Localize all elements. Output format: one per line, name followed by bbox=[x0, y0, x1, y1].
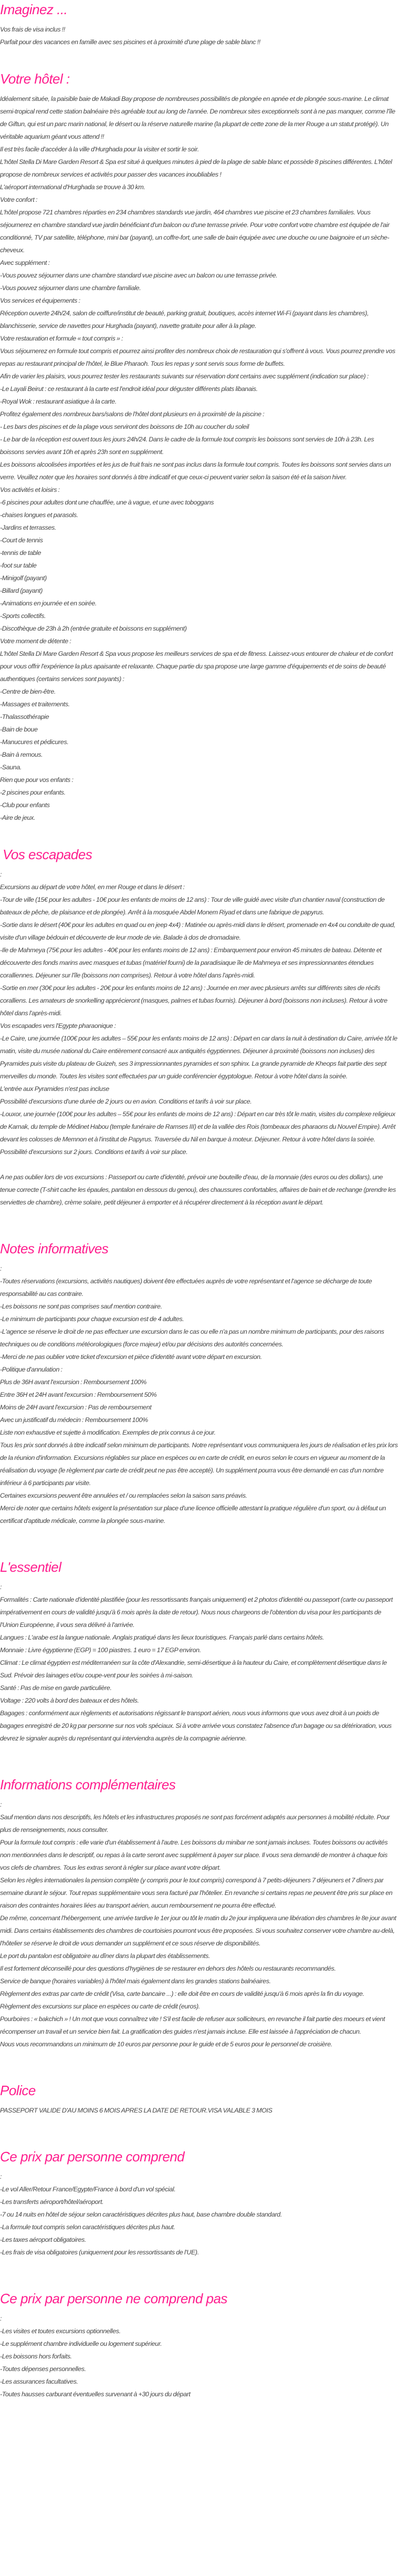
text-line: Vos services et équipements : bbox=[0, 297, 80, 304]
section-complementaires bbox=[0, 1775, 398, 2051]
text-line: Pourboires : « bakchich » ! Un mot que vous connaîtrez vite ! S'il est facile de refuser aux solliciteurs, en revanche il fait partie des moeurs et vient récompenser un travail et un service bien fait. La gratification des guides n'est jamais incluse. Elle est laissée à l'appréciation de chacun. bbox=[0, 2015, 385, 2035]
text-line: Certaines excursions peuvent être annulées et / ou remplacées selon la saison sans préavis. bbox=[0, 1492, 247, 1499]
text-line: -Club pour enfants bbox=[0, 801, 50, 809]
text-line: -Les frais de visa obligatoires (uniquement pour les ressortissants de l'UE). bbox=[0, 2249, 199, 2256]
spacer bbox=[0, 2259, 398, 2289]
text-line: L'hôtel Stella Di Mare Garden Resort & Spa vous propose les meilleurs services de spa et de fitness. Laissez-vous entourer de chaleur et de confort pour vous offrir l'expérience la plus apaisante et relaxante. Chaque partie du spa propose une large gamme d'équipements et de soins de beauté authentiques (certains services sont payants) : bbox=[0, 650, 393, 683]
section-title-notes: Notes informatives bbox=[0, 1241, 109, 1256]
text-line: Avec supplément : bbox=[0, 259, 50, 266]
text-line: Vous séjournerez en formule tout compris et pourrez ainsi profiter des nombreux choix de restauration qui s'offrent à vous. Vous pourrez prendre vos repas au restaurant principal de l'hôtel, le Blue Pharaoh. Tous les repas y sont servis sous forme de buffets. bbox=[0, 347, 395, 367]
notes-text bbox=[0, 1262, 398, 1527]
section-title-hotel: Votre hôtel : bbox=[0, 71, 70, 87]
text-line: Plus de 36H avant l'excursion : Remboursement 100% bbox=[0, 1378, 146, 1386]
text-line: : bbox=[0, 1583, 2, 1591]
section-police bbox=[0, 2081, 398, 2117]
text-line: Votre moment de détente : bbox=[0, 637, 71, 645]
text-line: -Vous pouvez séjourner dans une chambre standard vue piscine avec un balcon ou une terrasse privée. bbox=[0, 272, 278, 279]
text-line: : bbox=[0, 2173, 2, 2180]
text-line: -Les taxes aéroport obligatoires. bbox=[0, 2236, 86, 2243]
text-line: -Sauna. bbox=[0, 764, 22, 771]
section-hotel bbox=[0, 69, 398, 824]
text-line: - Le bar de la réception est ouvert tous les jours 24h/24. Dans le cadre de la formule tout compris les boissons sont servies de 10h à 23h. Les boissons servies avant 10h et après 23h sont en supplément. bbox=[0, 436, 374, 456]
section-title-prix-ne-comprend-pas: Ce prix par personne ne comprend pas bbox=[0, 2291, 227, 2306]
text-line: Vos activités et loisirs : bbox=[0, 486, 60, 493]
text-line: L'aéroport international d'Hurghada se trouve à 30 km. bbox=[0, 183, 145, 191]
section-title-escapades: Vos escapades bbox=[3, 847, 92, 862]
text-line: -Centre de bien-être. bbox=[0, 688, 56, 695]
spacer bbox=[0, 2051, 398, 2081]
text-line: Possibilité d'excursions d'une durée de 2 jours ou en avion. Conditions et tarifs à voir sur place. bbox=[0, 1098, 252, 1105]
text-line: Il est fortement déconseillé pour des questions d'hygiènes de se restaurer en dehors des hôtels ou restaurants recommandés. bbox=[0, 1965, 336, 1972]
text-line: -Court de tennis bbox=[0, 537, 43, 544]
spacer bbox=[0, 1158, 398, 1171]
text-line: -Jardins et terrasses. bbox=[0, 524, 56, 531]
text-line: Nous vous recommandons un minimum de 10 euros par personne pour le guide et de 5 euros pour le personnel de croisière. bbox=[0, 2041, 332, 2048]
text-line: Santé : Pas de mise en garde particulière. bbox=[0, 1684, 112, 1692]
section-title-essentiel: L'essentiel bbox=[0, 1559, 61, 1575]
text-line: Monnaie : Livre égyptienne (EGP) = 100 piastres. 1 euro = 17 EGP environ. bbox=[0, 1646, 201, 1654]
text-line: -Discothèque de 23h à 2h (entrée gratuite et boissons en supplément) bbox=[0, 625, 187, 632]
text-line: -Les visites et toutes excursions optionnelles. bbox=[0, 2327, 121, 2335]
text-line: -Tour de ville (15€ pour les adultes - 10€ pour les enfants de moins de 12 ans) : Tour de ville guidé avec visite d'un chantier naval (construction de bateaux de pêche, de plaisance et de plongée). Arrêt à la mosquée Abdel Monem Riyad et dans une fabrique de papyrus. bbox=[0, 896, 385, 916]
text-line: -Sports collectifs. bbox=[0, 612, 46, 620]
text-line: -Sortie en mer (30€ pour les adultes - 20€ pour les enfants moins de 12 ans) : Journée en mer avec plusieurs arrêts sur différents sites de récifs coralliens. Les amateurs de snorkelling apprécieront (masques, palmes et tubas fournis). Déjeuner à bord (boissons non incluses). Retour à votre hôtel dans l'après-midi. bbox=[0, 984, 387, 1017]
text-line: Excursions au départ de votre hôtel, en mer Rouge et dans le désert : bbox=[0, 883, 185, 891]
text-line: -Vous pouvez séjourner dans une chambre familiale. bbox=[0, 284, 141, 292]
text-line: Entre 36H et 24H avant l'excursion : Remboursement 50% bbox=[0, 1391, 157, 1398]
text-line: -Minigolf (payant) bbox=[0, 574, 47, 582]
text-line: Selon les règles internationales la pension complète (y compris pour le tout compris) correspond à 7 petits-déjeuners 7 déjeuners et 7 dîners par semaine durant le séjour. Tout repas supplémentaire vous sera facturé par l'hôtelier. En revanche si certains repas ne peuvent être pris sur place en raison des contraintes horaires liées au transport aérien, aucun remboursement ne pourra être effectué. bbox=[0, 1877, 393, 1909]
text-line: Le port du pantalon est obligatoire au dîner dans la plupart des établissements. bbox=[0, 1952, 210, 1960]
escapades-reminder: A ne pas oublier lors de vos excursions : Passeport ou carte d'identité, prévoir une bouteille d'eau, de la monnaie (des euros ou des dollars), une tenue correcte (T-shirt cache les épaules, pantalon en dessous du genou), des chaussures confortables, affaires de bain et de rechange (prendre les serviettes de chambre), crème solaire, petit déjeuner à emporter et à récupérer directement à la réception avant le départ. bbox=[0, 1173, 396, 1206]
escapades-text bbox=[0, 868, 398, 1158]
text-line: -Les boissons hors forfaits. bbox=[0, 2353, 72, 2360]
text-line: -Royal Wok : restaurant asiatique à la carte. bbox=[0, 398, 117, 405]
section-prix-comprend bbox=[0, 2147, 398, 2259]
section-title-imaginez: Imaginez ... bbox=[0, 2, 68, 17]
text-line: L'hôtel propose 721 chambres réparties en 234 chambres standards vue jardin, 464 chambres vue piscine et 23 chambres familiales. Vous séjournerez en chambre standard vue jardin bénéficiant d'un balcon ou d'une terrasse privée. Pour votre confort votre chambre est équipée de l'air conditionné, TV par satellite, téléphone, mini bar (payant), un coffre-fort, une salle de bain équipée avec une douche ou une baignoire et un sèche-cheveux. bbox=[0, 209, 390, 254]
police-text bbox=[0, 2104, 398, 2117]
text-line: -La formule tout compris selon caractéristiques décrites plus haut. bbox=[0, 2223, 175, 2231]
text-line: - Les bars des piscines et de la plage vous serviront des boissons de 10h au coucher du soleil bbox=[0, 423, 249, 430]
text-line: -Animations en journée et en soirée. bbox=[0, 600, 97, 607]
section-escapades bbox=[0, 845, 398, 1209]
text-line: -Toutes hausses carburant éventuelles survenant à +30 jours du départ bbox=[0, 2390, 191, 2398]
text-line: Rien que pour vos enfants : bbox=[0, 776, 74, 784]
text-line: -Toutes dépenses personnelles. bbox=[0, 2365, 86, 2373]
text-line: Pour la formule tout compris : elle varie d'un établissement à l'autre. Les boissons du minibar ne sont jamais incluses. Toutes boissons ou activités non mentionnées dans le descriptif, ou repas à la carte seront avec supplément à payer sur place. Il vous sera demandé de montrer à chaque fois vos clefs de chambres. Tous les extras seront à régler sur place avant votre départ. bbox=[0, 1839, 388, 1871]
text-line: Idéalement située, la paisible baie de Makadi Bay propose de nombreuses possibilités de plongée en apnée et de plongée sous-marine. Le climat semi-tropical rend cette station balnéaire très agréable tout au long de l'année. De nombreux sites exceptionnels sont à ne pas manquer, comme l'île de Giftun, qui est un parc marin national, le désert ou la réserve naturelle marine (la plupart de cette zone de la mer Rouge a un statut protégé). Un véritable aquarium géant vous attend !! bbox=[0, 95, 395, 140]
text-line: : bbox=[0, 2315, 2, 2322]
text-line: Service de banque (horaires variables) à l'hôtel mais également dans les grandes stations balnéaires. bbox=[0, 1977, 271, 1985]
text-line: Moins de 24H avant l'excursion : Pas de remboursement bbox=[0, 1404, 152, 1411]
imaginez-text bbox=[0, 23, 398, 48]
spacer bbox=[0, 1209, 398, 1239]
section-essentiel bbox=[0, 1558, 398, 1745]
text-line: Sauf mention dans nos descriptifs, les hôtels et les infrastructures proposés ne sont pas forcément adaptés aux personnes à mobilité réduite. Pour plus de renseignements, nous consulter. bbox=[0, 1813, 390, 1833]
text-line: -Les assurances facultatives. bbox=[0, 2378, 78, 2385]
text-line: -foot sur table bbox=[0, 562, 37, 569]
text-line: Avec un justificatif du médecin : Remboursement 100% bbox=[0, 1416, 148, 1424]
section-prix-ne-comprend-pas bbox=[0, 2289, 398, 2400]
text-line: -Les boissons ne sont pas comprises sauf mention contraire. bbox=[0, 1303, 162, 1310]
text-line: -Manucures et pédicures. bbox=[0, 738, 69, 746]
text-line: Possibilité d'excursions sur 2 jours. Conditions et tarifs à voir sur place. bbox=[0, 1148, 188, 1156]
text-line: Merci de noter que certains hôtels exigent la présentation sur place d'une licence officielle attestant la pratique régulière d'un sport, ou à défaut un certificat d'aptitude médicale, comme la plongée sous-marine. bbox=[0, 1505, 386, 1524]
text-line: -Louxor, une journée (100€ pour les adultes – 55€ pour les enfants de moins de 12 ans) : Départ en car très tôt le matin, visites du complexe religieux de Karnak, du temple de Médinet Habou (temple funéraire de Ramses III) et de la vallée des Rois (tombeaux des pharaons du Nouvel Empire). Arrêt devant les colosses de Memnon et à l'institut de Papyrus. Traversée du Nil en barque à moteur. Déjeuner. Retour à votre hôtel dans la soirée. bbox=[0, 1110, 395, 1143]
text-line: -Bain à remous. bbox=[0, 751, 43, 758]
text-line: Règlement des excursions sur place en espèces ou carte de crédit (euros). bbox=[0, 2003, 200, 2010]
text-line: -Massages et traitements. bbox=[0, 700, 70, 708]
section-title-prix-comprend: Ce prix par personne comprend bbox=[0, 2149, 185, 2165]
text-line: Afin de varier les plaisirs, vous pourrez tester les restaurants suivants sur réservation dont certains avec supplément (indication sur place) : bbox=[0, 373, 369, 380]
section-title-police: Police bbox=[0, 2083, 36, 2098]
text-line: PASSEPORT VALIDE D'AU MOINS 6 MOIS APRES LA DATE DE RETOUR.VISA VALABLE 3 MOIS bbox=[0, 2107, 273, 2114]
text-line: -Thalassothérapie bbox=[0, 713, 49, 720]
text-line: -L'agence se réserve le droit de ne pas effectuer une excursion dans le cas ou elle n'a pas un nombre minimum de participants, pour des raisons techniques ou de conditions météorologiques (force majeur) et/ou par décisions des autorités concernées. bbox=[0, 1328, 384, 1348]
spacer bbox=[0, 1745, 398, 1775]
text-line: L'entrée aux Pyramides n'est pas incluse bbox=[0, 1085, 109, 1093]
text-line: Liste non exhaustive et sujette à modification. Exemples de prix connus à ce jour. bbox=[0, 1429, 216, 1436]
text-line: -Sortie dans le désert (40€ pour les adultes en quad ou en jeep 4x4) : Matinée ou après-midi dans le désert, promenade en 4x4 ou conduite de quad, visite d'un village bédouin et découverte de leur mode de vie. Balade à dos de dromadaire. bbox=[0, 921, 396, 941]
text-line: -Les transferts aéroport/hôtel/aéroport. bbox=[0, 2198, 104, 2206]
text-line: Vos frais de visa inclus !! bbox=[0, 26, 65, 33]
spacer bbox=[0, 824, 398, 845]
text-line: -Aire de jeux. bbox=[0, 814, 36, 821]
text-line: Bagages : conformément aux règlements et autorisations régissant le transport aérien, nous vous informons que vous avez droit à un poids de bagages enregistré de 20 kg par personne sur nos vols spéciaux. Si à votre arrivée vous constatez l'absence d'un bagage ou sa détérioration, vous devrez le signaler auprès du représentant qui interviendra auprès de la compagnie aérienne. bbox=[0, 1709, 392, 1742]
spacer bbox=[0, 2117, 398, 2147]
text-line: -Le vol Aller/Retour France/Egypte/France à bord d'un vol spécial. bbox=[0, 2186, 176, 2193]
hotel-text bbox=[0, 92, 398, 824]
text-line: Réception ouverte 24h/24, salon de coiffure/institut de beauté, parking gratuit, boutiques, accès internet Wi-Fi (payant dans les chambres), blanchisserie, service de navettes pour Hurghada (payant), navette gratuite pour aller à la plage. bbox=[0, 310, 369, 329]
text-line: -Toutes réservations (excursions, activités nautiques) doivent être effectuées auprès de votre représentant et l'agence se décharge de toute responsabilité au cas contraire. bbox=[0, 1277, 372, 1297]
text-line: Voltage : 220 volts à bord des bateaux et des hôtels. bbox=[0, 1697, 139, 1704]
text-line: -Politique d'annulation : bbox=[0, 1366, 62, 1373]
section-title-complementaires: Informations complémentaires bbox=[0, 1777, 176, 1792]
section-imaginez bbox=[0, 0, 398, 48]
text-line: : bbox=[0, 1265, 2, 1272]
text-line: -Le Layali Beirut : ce restaurant à la carte est l'endroit idéal pour déguster différents plats libanais. bbox=[0, 385, 258, 393]
text-line: -Le minimum de participants pour chaque excursion est de 4 adultes. bbox=[0, 1315, 184, 1323]
spacer bbox=[0, 1527, 398, 1558]
text-line: Règlement des extras par carte de crédit (Visa, carte bancaire ...) : elle doit être en cours de validité jusqu'à 6 mois après la fin du voyage. bbox=[0, 1990, 364, 1997]
essentiel-text bbox=[0, 1581, 398, 1745]
text-line: Votre restauration et formule « tout compris » : bbox=[0, 335, 123, 342]
text-line: Climat : Le climat égyptien est méditerranéen sur la côte d'Alexandrie, semi-désertique à la hauteur du Caire, et complètement désertique dans le Sud. Prévoir des lainages et/ou coupe-vent pour les soirées à mi-saison. bbox=[0, 1659, 387, 1679]
prix-comprend-list bbox=[0, 2170, 398, 2259]
text-line: Vos escapades vers l'Egypte pharaonique : bbox=[0, 1022, 116, 1029]
text-line: Votre confort : bbox=[0, 196, 38, 203]
text-line: -Bain de boue bbox=[0, 726, 38, 733]
text-line: -Le supplément chambre individuelle ou logement supérieur. bbox=[0, 2340, 162, 2347]
text-line: -6 piscines pour adultes dont une chauffée, une à vague, et une avec toboggans bbox=[0, 499, 214, 506]
text-line: -2 piscines pour enfants. bbox=[0, 789, 66, 796]
spacer bbox=[0, 48, 398, 69]
text-line: : bbox=[0, 871, 2, 878]
text-line: : bbox=[0, 1801, 2, 1808]
text-line: Langues : L'arabe est la langue nationale. Anglais pratiqué dans les lieux touristiques. Français parlé dans certains hôtels. bbox=[0, 1634, 324, 1641]
text-line: -Le Caire, une journée (100€ pour les adultes – 55€ pour les enfants moins de 12 ans) : Départ en car dans la nuit à destination du Caire, arrivée tôt le matin, visite du musée national du Caire entièrement consacré aux antiquités égyptiennes. Déjeuner à proximité (boissons non incluses) des Pyramides puis visite du plateau de Guizeh, ses 3 impressionnantes pyramides et son sphinx. La grande pyramide de Kheops fait partie des sept merveilles du monde. Toutes les visites sont effectuées par un guide conférencier égyptologue. Retour à votre hôtel dans la soirée. bbox=[0, 1035, 397, 1080]
text-line: -chaises longues et parasols. bbox=[0, 511, 78, 519]
prix-ne-comprend-pas-list bbox=[0, 2312, 398, 2400]
text-line: -Ile de Mahmeya (75€ pour les adultes - 40€ pour les enfants moins de 12 ans) : Embarquement pour environ 45 minutes de bateau. Détente et découverte des fonds marins avec masques et tubas (matériel fourni) de la paradisiaque île de Mahmeya et ses impressionnantes étendues coralliennes. Déjeuner sur l'île (boissons non comprises). Retour à votre hôtel dans l'après-midi. bbox=[0, 946, 382, 979]
text-line: De même, concernant l'hébergement, une arrivée tardive le 1er jour ou tôt le matin du 2e jour impliquera une libération des chambres le 8e jour avant midi. Dans certains établissements des chambres de courtoisies pourront vous être proposées. Si vous souhaitez conserver votre chambre au-delà, l'hôtelier se réserve le droit de vous demander un supplément et ce sous réserve de disponibilités. bbox=[0, 1914, 396, 1947]
text-line: Parfait pour des vacances en famille avec ses piscines et à proximité d'une plage de sable blanc !! bbox=[0, 38, 260, 46]
text-line: -Billard (payant) bbox=[0, 587, 43, 594]
section-notes bbox=[0, 1239, 398, 1527]
text-line: Les boissons alcoolisées importées et les jus de fruit frais ne sont pas inclus dans la formule tout compris. Toutes les boissons sont servies dans un verre. Veuillez noter que les horaires sont donnés à titre indicatif et que ceux-ci peuvent varier selon la saison été et la saison hiver. bbox=[0, 461, 391, 481]
text-line: -Merci de ne pas oublier votre ticket d'excursion et pièce d'identité avant votre départ en excursion. bbox=[0, 1353, 262, 1361]
text-line: Il est très facile d'accéder à la ville d'Hurghada pour la visiter et sortir le soir. bbox=[0, 146, 199, 153]
text-line: -7 ou 14 nuits en hôtel de séjour selon caractéristiques décrites plus haut, base chambre double standard. bbox=[0, 2211, 282, 2218]
text-line: L'hôtel Stella Di Mare Garden Resort & Spa est situé à quelques minutes à pied de la plage de sable blanc et possède 8 piscines différentes. L'hôtel propose de nombreux services et activités pour passer des vacances inoubliables ! bbox=[0, 158, 392, 178]
text-line: Tous les prix sont donnés à titre indicatif selon minimum de participants. Notre représentant vous communiquera les jours de réalisation et les prix lors de la réunion d'information. Excursions réglables sur place en espèces ou en carte de crédit, en euros selon le cours en vigueur au moment de la réalisation du voyage (le règlement par carte de crédit peut ne pas être accepté). Un supplément pourra vous être demandé en cas d'un nombre inférieur à 6 participants par visite. bbox=[0, 1441, 398, 1487]
text-line: -tennis de table bbox=[0, 549, 41, 557]
complementaires-text bbox=[0, 1798, 398, 2051]
text-line: Profitez également des nombreux bars/salons de l'hôtel dont plusieurs en à proximité de la piscine : bbox=[0, 410, 265, 418]
text-line: Formalités : Carte nationale d'identité plastifiée (pour les ressortissants français uniquement) et 2 photos d'identité ou passeport (carte ou passeport impérativement en cours de validité jusqu'à 6 mois après la date de retour). Nous nous chargeons de l'obtention du visa pour les participants de l'Union Européenne, il vous sera délivré à l'arrivée. bbox=[0, 1596, 393, 1629]
